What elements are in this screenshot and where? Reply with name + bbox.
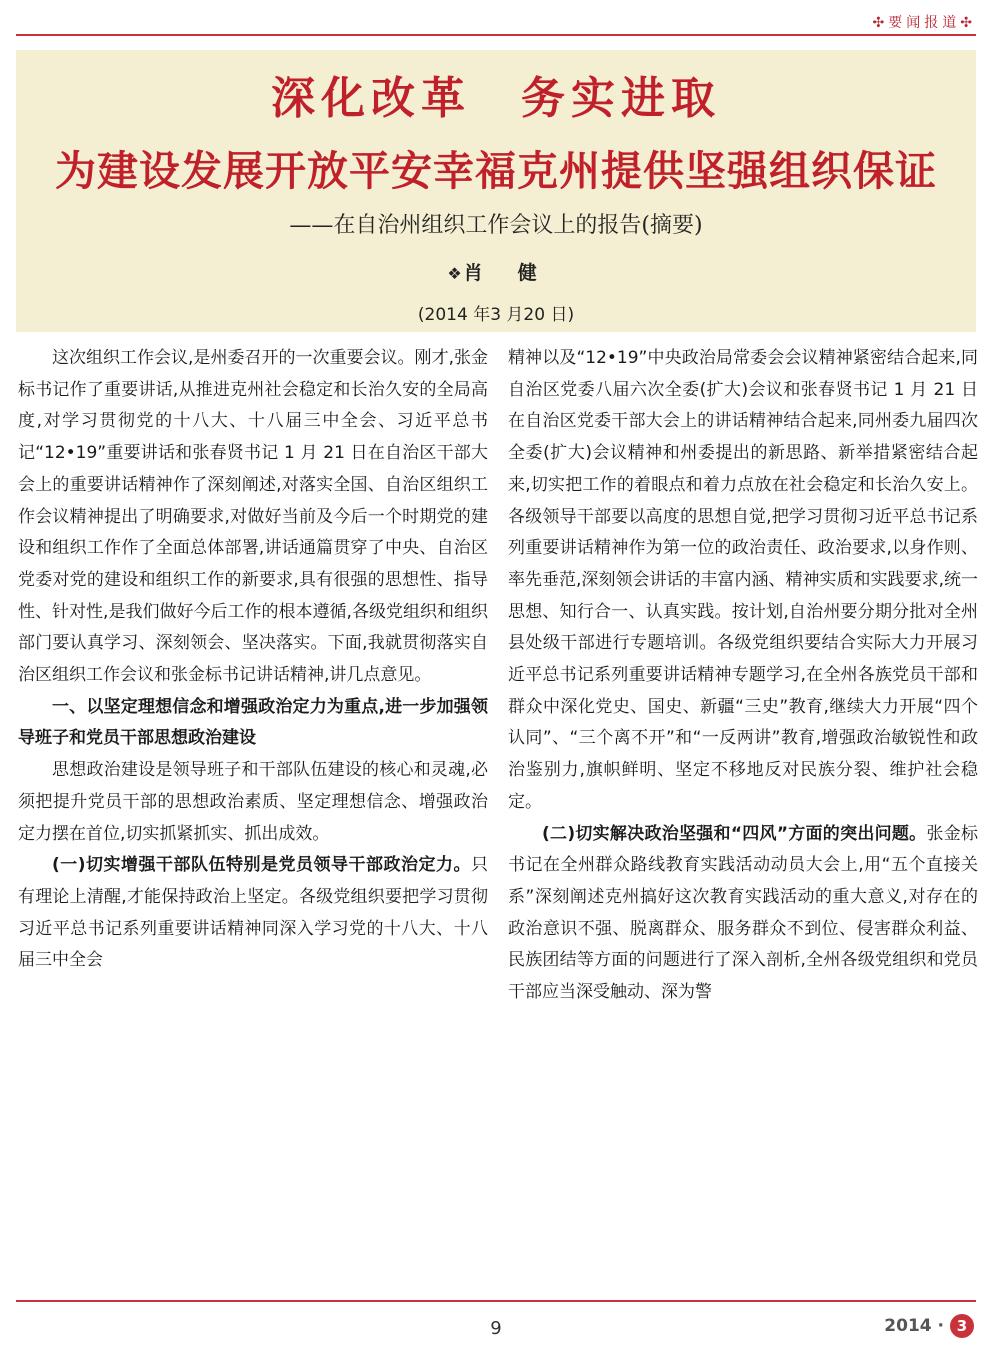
paragraph: 这次组织工作会议,是州委召开的一次重要会议。刚才,张金标书记作了重要讲话,从推进克州社会稳定和长治久安的全局高度,对学习贯彻党的十八大、十八届三中全会、习近平总书记“12•19”重要讲话和张春贤书记 1 月 21 日在自治区干部大会上的重要讲话精神作了深刻阐述,对落实全国、自治区组织工作会议精神提出了明确要求,对做好当前及今后一个时期党的建设和组织工作作了全面总体部署,讲话通篇贯穿了中央、自治区党委对党的建设和组织工作的新要求,具有很强的思想性、指导性、针对性,是我们做好今后工作的根本遵循,各级党组织和组织部门要认真学习、深刻领会、坚决落实。下面,我就贯彻落实自治区组织工作会议和张金标书记讲话精神,讲几点意见。	[18, 348, 488, 686]
title-panel	[16, 50, 976, 332]
article-title-line-1: 深化改革 务实进取	[271, 73, 721, 124]
article-subtitle: ——在自治州组织工作会议上的报告(摘要)	[289, 213, 703, 238]
header-rule	[16, 34, 976, 36]
paragraph: 思想政治建设是领导班子和干部队伍建设的核心和灵魂,必须把提升党员干部的思想政治素质、坚定理想信念、增强政治定力摆在首位,切实抓紧抓实、抓出成效。	[18, 760, 488, 844]
author-name: 肖 健	[463, 262, 545, 284]
paragraph: 精神以及“12•19”中央政治局常委会会议精神紧密结合起来,同自治区党委八届六次全委(扩大)会议和张春贤书记 1 月 21 日在自治区党委干部大会上的讲话精神结合起来,同州委九届四次全委(扩大)会议精神和州委提出的新思路、新举措紧密结合起来,切实把工作的着眼点和着力点放在社会稳定和长治久安上。各级领导干部要以高度的思想自觉,把学习贯彻习近平总书记系列重要讲话精神作为第一位的政治责任、政治要求,以身作则、率先垂范,深刻领会讲话的丰富内涵、精神实质和实践要求,统一思想、知行合一、认真实践。按计划,自治州要分期分批对全州县处级干部进行专题培训。各级党组织要结合实际大力开展习近平总书记系列重要讲话精神专题学习,在全州各族党员干部和群众中深化党史、国史、新疆“三史”教育,继续大力开展“四个认同”、“三个离不开”和“一反两讲”教育,增强政治敏锐性和政治鉴别力,旗帜鲜明、坚定不移地反对民族分裂、维护社会稳定。	[508, 348, 978, 812]
author-line	[16, 258, 976, 285]
diamond-icon: ❖	[447, 264, 464, 283]
paragraph	[508, 819, 978, 1009]
paragraph-text: 只有理论上清醒,才能保持政治上坚定。各级党组织要把学习贯彻习近平总书记系列重要讲话精神同深入学习党的十八大、十八届三中全会	[18, 855, 488, 971]
subsection-heading: (一)切实增强干部队伍特别是党员领导干部政治定力。	[52, 855, 471, 876]
subsection-heading: (二)切实解决政治坚强和“四风”方面的突出问题。	[542, 823, 927, 844]
issue-label	[884, 1314, 974, 1338]
right-column	[508, 343, 978, 1009]
issue-year: 2014 ·	[884, 1316, 944, 1336]
paragraph-text: 张金标书记在全州群众路线教育实践活动动员大会上,用“五个直接关系”深刻阐述克州搞好这次教育实践活动的重大意义,对存在的政治意识不强、脱离群众、服务群众不到位、侵害群众利益、民族团结等方面的问题进行了深入剖析,全州各级党组织和党员干部应当深受触动、深为警	[508, 823, 978, 1003]
section-tag: ✣要闻报道✣	[872, 15, 976, 31]
page-number: 9	[490, 1318, 502, 1339]
article-date: (2014 年3 月20 日)	[417, 305, 575, 325]
left-column	[18, 343, 488, 977]
footer-rule	[16, 1300, 976, 1302]
article-title-line-2: 为建设发展开放平安幸福克州提供坚强组织保证	[55, 147, 937, 195]
paragraph	[18, 850, 488, 977]
section-heading: 一、以坚定理想信念和增强政治定力为重点,进一步加强领导班子和党员干部思想政治建设	[18, 696, 488, 749]
issue-number-badge: 3	[950, 1314, 974, 1338]
